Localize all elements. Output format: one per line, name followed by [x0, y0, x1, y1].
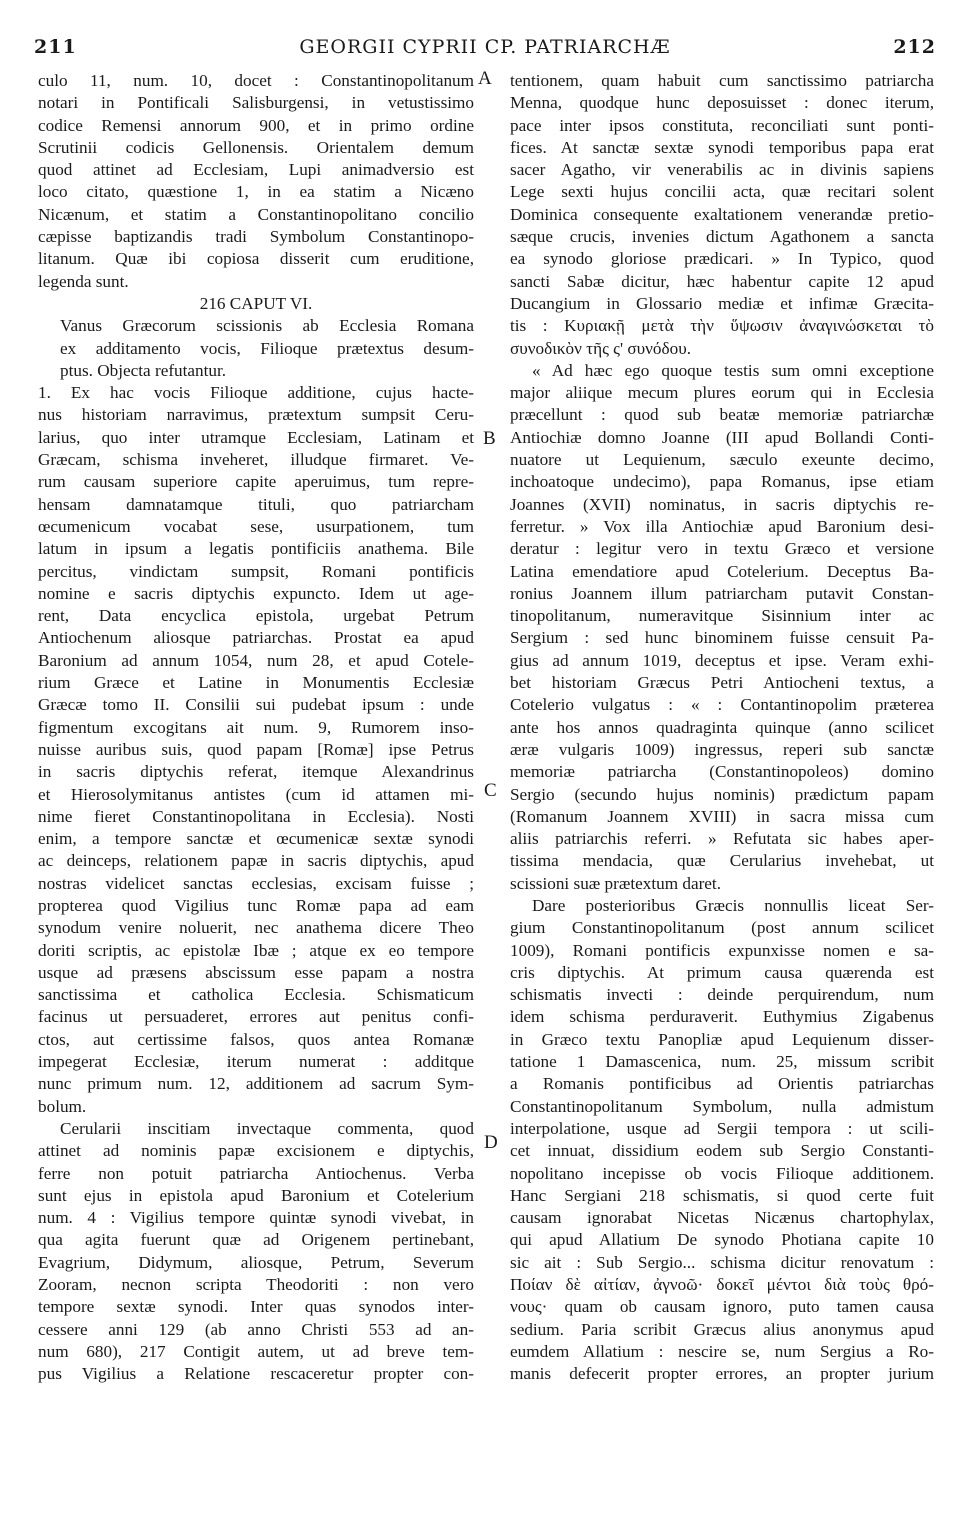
text-line: culo 11, num. 10, docet : Constantinopolitanum — [38, 71, 474, 90]
text-line: Latina emendatiore apud Cotelerium. Deceptus Ba- — [510, 561, 934, 581]
text-line: deratur : legitur vero in textu Græco et versione — [510, 539, 934, 559]
text-line: nus historiam narravimus, prætextum sumpsit Ceru- — [38, 405, 474, 425]
text-line: Sergium : sed hunc binominem fuisse censuit Pa- — [510, 628, 934, 648]
text-line: scissioni suæ prætextum daret. — [510, 873, 722, 893]
text-line: ronius Joannem illum patriarcham putavit Constan- — [510, 583, 934, 603]
text-line: interpolatione, usque ad Sergii tempora : ut scili- — [510, 1118, 934, 1138]
text-line: ac deinceps, relationem papæ in sacris diptychis, apud — [38, 851, 474, 871]
text-line: sancti Sabæ dicitur, hæc habentur capite 12 apud — [510, 271, 934, 291]
text-line: nomine e sacris diptychis expuncto. Idem ut age- — [38, 583, 474, 603]
text-line: aliis patriarchis referri. » Refutata sic habes aper- — [510, 829, 934, 849]
text-line: facinus ut persuaderet, errores aut penitus confi- — [38, 1007, 474, 1027]
text-line: causam ignorabat Nicetas Nicænus chartophylax, — [510, 1208, 934, 1228]
text-line: cet innuat, dissidium eodem sub Sergio Constanti- — [510, 1141, 934, 1161]
text-line: in Græco textu Panopliæ apud Lequienum disser- — [510, 1029, 934, 1049]
running-title: GEORGII CYPRII CP. PATRIARCHÆ — [299, 36, 671, 58]
text-line: ante hos annos quadraginta quinque (anno scilicet — [510, 717, 934, 737]
text-line: manis defecerit propter errores, an propter jurium — [510, 1364, 934, 1384]
text-line: præcellunt : quod sub beatæ memoriæ patriarchæ — [510, 405, 934, 425]
margin-marker-a: A — [478, 68, 492, 89]
text-line: sanctissima et catholica Ecclesia. Schismaticum — [38, 985, 474, 1005]
text-line: propterea quod Vigilius tunc Romæ papa ad eam — [38, 895, 474, 915]
text-line: bolum. — [38, 1096, 87, 1116]
text-line: Menna, quodque hunc deposuisset : donec iterum, — [510, 93, 934, 113]
text-line: « Ad hæc ego quoque testis sum omni exceptione — [532, 360, 934, 380]
text-line: num 680), 217 Contigit autem, ut ad breve tem- — [38, 1341, 474, 1361]
text-line: ferre non potuit patriarcha Antiochenus. Verba — [38, 1163, 474, 1183]
text-line: nuatore ut Lequienum, sæculo exeunte decimo, — [510, 450, 934, 470]
text-line: major aliique mecum plures eorum qui in Ecclesia — [510, 383, 934, 403]
text-line: Vanus Græcorum scissionis ab Ecclesia Romana — [60, 316, 474, 336]
text-line: Dare posterioribus Græcis nonnullis liceat Ser- — [532, 895, 934, 915]
text-line: latum in ipsum a legatis pontificiis anathema. Bile — [38, 539, 474, 559]
text-line: ferretur. » Vox illa Antiochiæ apud Baronium desi- — [510, 516, 934, 536]
text-line: Scrutinii codicis Gellonensis. Orientalem demum — [38, 137, 474, 157]
text-line: ex additamento vocis, Filioque prætextus desum- — [60, 338, 474, 358]
text-line: sic ait : Sub Sergio... schisma dicitur renovatum : — [510, 1252, 934, 1272]
text-line: qua agita fuerunt quæ ad Origenem pertinebant, — [38, 1230, 474, 1250]
text-line: Joannes (XVII) nominatus, in sacris diptychis re- — [510, 494, 934, 514]
right-column — [510, 70, 934, 1386]
text-line: attinet ad nominis papæ excisionem e diptychis, — [38, 1141, 474, 1161]
text-line: idem schisma perduraverit. Euthymius Zigabenus — [510, 1007, 934, 1027]
margin-marker-d: D — [484, 1132, 498, 1153]
text-line: (Romanum Joannem XVIII) in sacra missa cum — [510, 806, 934, 826]
margin-marker-c: C — [484, 780, 497, 801]
text-line: percitus, vindictam sumpsit, Romani pontificis — [38, 561, 474, 581]
text-line: tis : Κυριακῇ μετὰ τὴν ὕψωσιν ἀναγινώσκεται τὸ — [510, 316, 934, 336]
text-line: a Romanis pontificibus ad Orientis patriarchas — [510, 1074, 934, 1094]
text-line: pus Vigilius a Relatione rescaceretur propter con- — [38, 1364, 474, 1384]
margin-marker-b: B — [483, 428, 496, 449]
text-line: loco citato, quæstione 1, in ea statim a Nicæno — [38, 182, 474, 202]
text-line: æræ vulgaris 1009) ingressus, reperi sub sanctæ — [510, 739, 934, 759]
text-line: 1. Ex hac vocis Filioque additione, cujus hacte- — [38, 383, 474, 403]
text-line: hensam damnatamque tituli, quo patriarcham — [38, 494, 474, 514]
text-line: Cerularii inscitiam invectaque commenta, quod — [60, 1118, 474, 1138]
text-line: sæque crucis, invenies dictum Agathonem a sancta — [510, 227, 934, 247]
text-line: cris diptychis. At primum causa quærenda est — [510, 962, 934, 982]
text-line: 216 CAPUT VI. — [199, 293, 313, 313]
text-line: Dominica consequente exaltationem venerandæ pretio- — [510, 204, 934, 224]
text-line: 1009), Romani pontificis expunxisse nomen e sa- — [510, 940, 934, 960]
text-line: tinopolitanum, numeravitque Sisinnium inter ac — [510, 606, 934, 626]
text-line: nunc primum num. 12, additionem ad sacrum Sym- — [38, 1074, 474, 1094]
text-line: Evagrium, Didymum, aliosque, Petrum, Severum — [38, 1252, 474, 1272]
running-header — [34, 36, 936, 64]
text-line: litanum. Quæ ibi copiosa disserit cum eruditione, — [38, 249, 474, 269]
text-line: quod attinet ad Ecclesiam, Lupi animadversio est — [38, 160, 474, 180]
text-line: usque ad præsens abscissum esse papam a nostra — [38, 962, 474, 982]
text-line: nopolitano incepisse ob vocis Filioque additionem. — [510, 1163, 934, 1183]
text-line: tempore sextæ synodi. Inter quas synodos inter- — [38, 1297, 474, 1317]
text-line: rent, Data encyclica epistola, urgebat Petrum — [38, 606, 474, 626]
text-line: sunt ejus in epistola apud Baronium et Cotelerium — [38, 1185, 474, 1205]
text-line: notari in Pontificali Salisburgensi, in vetustissimo — [38, 93, 474, 113]
text-line: et Hierosolymitanus antistes (cum id attamen mi- — [38, 784, 474, 804]
text-line: œcumenicum vocabat sese, usurpationem, tum — [38, 516, 474, 536]
text-line: codice Remensi annorum 900, et in primo ordine — [38, 115, 474, 135]
text-line: rum causam superiore capite aperuimus, tum repre- — [38, 472, 474, 492]
text-line: legenda sunt. — [38, 271, 129, 291]
page-number-right: 212 — [893, 36, 936, 58]
text-line: synodum venire noluerit, nec anathema dicere Theo — [38, 918, 474, 938]
text-line: Zooram, necnon scripta Theodoriti : non vero — [38, 1275, 474, 1295]
text-line: tentionem, quam habuit cum sanctissimo patriarcha — [510, 71, 934, 90]
text-line: num. 4 : Vigilius tempore quintæ synodi vivebat, in — [38, 1208, 474, 1228]
text-line: nuisse auribus suis, quod papam [Romæ] ipse Petrus — [38, 739, 474, 759]
text-line: inchoatoque undecimo), papa Romanus, ipse etiam — [510, 472, 934, 492]
text-line: ea synodo gloriose prædicari. » In Typico, quod — [510, 249, 934, 269]
text-line: larius, quo inter utramque Ecclesiam, Latinam et — [38, 427, 474, 447]
text-line: Nicænum, et statim a Constantinopolitano concilio — [38, 204, 474, 224]
text-line: memoriæ patriarcha (Constantinopoleos) domino — [510, 762, 934, 782]
text-line: Antiochiæ domno Joanne (III apud Bollandi Conti- — [510, 427, 934, 447]
text-line: Antiochenum aliosque patriarchas. Prostat ea apud — [38, 628, 474, 648]
text-line: νους· quam ob causam ignoro, puto tamen causa — [510, 1297, 934, 1317]
text-line: Cotelerio vulgatus : « : Contantinopolim præterea — [510, 695, 934, 715]
text-line: Ducangium in Glossario mediæ et infimæ Græcita- — [510, 293, 934, 313]
text-line: rium Græce et Latine in Monumentis Ecclesiæ — [38, 673, 474, 693]
text-line: nime fieret Constantinopolitana in Ecclesia). Nosti — [38, 806, 474, 826]
text-line: pace inter ipsos constituta, reconciliati sunt ponti- — [510, 115, 934, 135]
text-line: eumdem Allatium : nescire se, num Sergius a Ro- — [510, 1341, 934, 1361]
text-line: sedium. Paria scribit Græcus alius anonymus apud — [510, 1319, 934, 1339]
text-line: Baronium ad annum 1054, num 28, et apud Cotele- — [38, 650, 474, 670]
text-line: qui apud Allatium De synodo Photiana capite 10 — [510, 1230, 934, 1250]
text-line: sacer Agatho, vir venerabilis ac in divinis sapiens — [510, 160, 934, 180]
text-line: doriti scriptis, ac epistolæ Ibæ ; atque ex eo tempore — [38, 940, 474, 960]
text-line: nostras videlicet sanctas ecclesias, excisam fuisse ; — [38, 873, 474, 893]
text-line: Sergio (secundo hujus nominis) prædictum papam — [510, 784, 934, 804]
text-line: Hanc Sergiani 218 schismatis, si quod certe fuit — [510, 1185, 934, 1205]
text-line: συνοδικὸν τῆς ς' συνόδου. — [510, 338, 692, 358]
text-line: figmentum excogitans ait num. 9, Rumorem inso- — [38, 717, 474, 737]
left-column — [38, 70, 474, 1386]
text-line: tissima mendacia, quæ Cerularius invehebat, ut — [510, 851, 934, 871]
text-line: cessere anni 129 (ab anno Christi 553 ad an- — [38, 1319, 474, 1339]
text-line: Græcæ tomo II. Consilii sui pudebat ipsum : unde — [38, 695, 474, 715]
text-line: cæpisse baptizandis tradi Symbolum Constantinopo- — [38, 227, 474, 247]
text-line: schismatis invecti : deinde perquirendum, num — [510, 985, 934, 1005]
text-line: Lege sexti hujus concilii acta, quæ recitari solent — [510, 182, 934, 202]
page-number-left: 211 — [34, 36, 77, 58]
text-line: impegerat Ecclesiæ, iterum numerat : additque — [38, 1052, 474, 1072]
text-line: ptus. Objecta refutantur. — [60, 360, 227, 380]
text-line: enim, a tempore sanctæ et œcumenicæ sextæ synodi — [38, 829, 474, 849]
text-line: Ποίαν δὲ αἰτίαν, ἀγνοῶ· δοκεῖ μέντοι διὰ τοὺς θρό- — [510, 1275, 934, 1295]
text-line: gius ad annum 1019, deceptus et ipse. Veram exhi- — [510, 650, 934, 670]
text-line: Græcam, schisma inveheret, illudque firmaret. Ve- — [38, 450, 474, 470]
text-line: tatione 1 Damascenica, num. 25, missum scribit — [510, 1052, 934, 1072]
text-line: bet historiam Græcus Petri Antiocheni textus, a — [510, 673, 934, 693]
text-line: fices. At sanctæ sextæ synodi temporibus papa erat — [510, 137, 934, 157]
text-line: ctos, aut certissime falsos, quos antea Romanæ — [38, 1029, 474, 1049]
text-line: gium Constantinopolitanum (post annum scilicet — [510, 918, 934, 938]
text-line: in sacris diptychis referat, itemque Alexandrinus — [38, 762, 474, 782]
text-line: Constantinopolitanum Symbolum, nulla admistum — [510, 1096, 934, 1116]
